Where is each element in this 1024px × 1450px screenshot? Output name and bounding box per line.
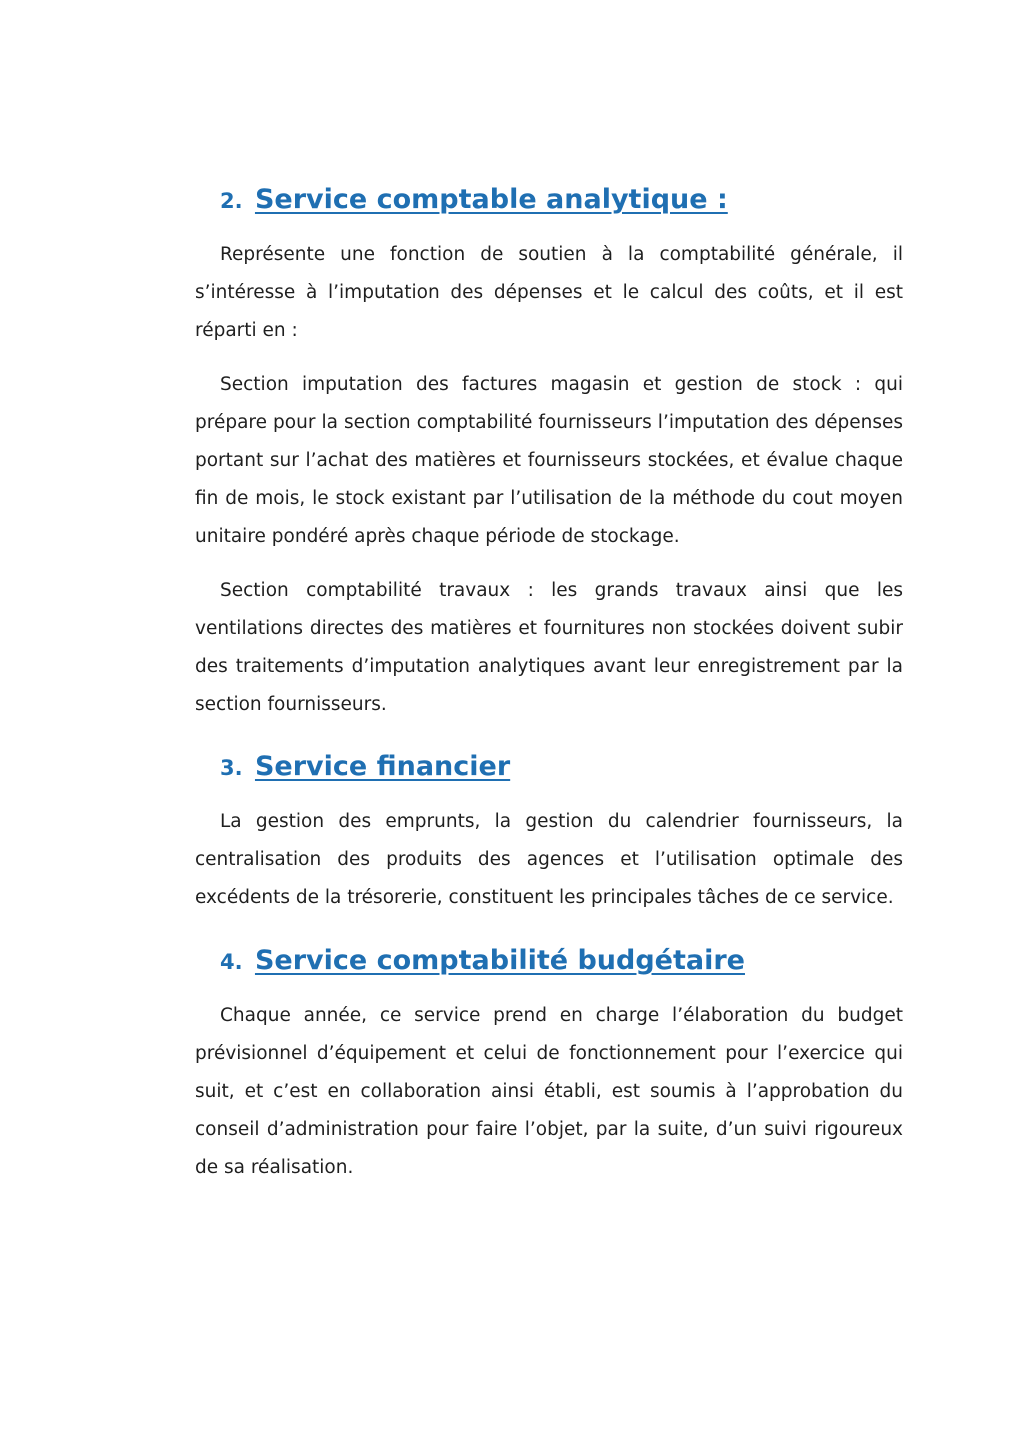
section-title: Service financier	[254, 751, 511, 782]
paragraph: Section comptabilité travaux : les grands travaux ainsi que les ventilations directes des matières et fournitures non stockées doivent subir des traitements d’imputation analytiques avant leur enregistrement par la section fournisseurs.	[195, 580, 903, 715]
paragraph: Chaque année, ce service prend en charge l’élaboration du budget prévisionnel d’équipement et celui de fonctionnement pour l’exercice qui suit, et c’est en collaboration ainsi établi, est soumis à l’approbation du conseil d’administration pour faire l’objet, par la suite, d’un suivi rigoureux de sa réalisation.	[195, 1005, 903, 1178]
paragraph: Section imputation des factures magasin et gestion de stock : qui prépare pour la section comptabilité fournisseurs l’imputation des dépenses portant sur l’achat des matières et fournisseurs stockées, et évalue chaque fin de mois, le stock existant par l’utilisation de la méthode du cout moyen unitaire pondéré après chaque période de stockage.	[195, 374, 903, 547]
paragraph: Représente une fonction de soutien à la comptabilité générale, il s’intéresse à l’imputation des dépenses et le calcul des coûts, et il est réparti en :	[195, 244, 903, 341]
section-number: 4.	[220, 950, 243, 974]
page-content	[195, 178, 903, 1187]
section-number: 3.	[220, 756, 243, 780]
section-heading-service-financier	[195, 745, 903, 790]
section-number: 2.	[220, 189, 243, 213]
section-heading-service-comptable-analytique	[195, 178, 903, 223]
paragraph: La gestion des emprunts, la gestion du calendrier fournisseurs, la centralisation des produits des agences et l’utilisation optimale des excédents de la trésorerie, constituent les principales tâches de ce service.	[195, 811, 903, 908]
section-title: Service comptable analytique :	[254, 184, 728, 215]
section-heading-service-comptabilite-budgetaire	[195, 939, 903, 984]
section-title: Service comptabilité budgétaire	[254, 945, 745, 976]
